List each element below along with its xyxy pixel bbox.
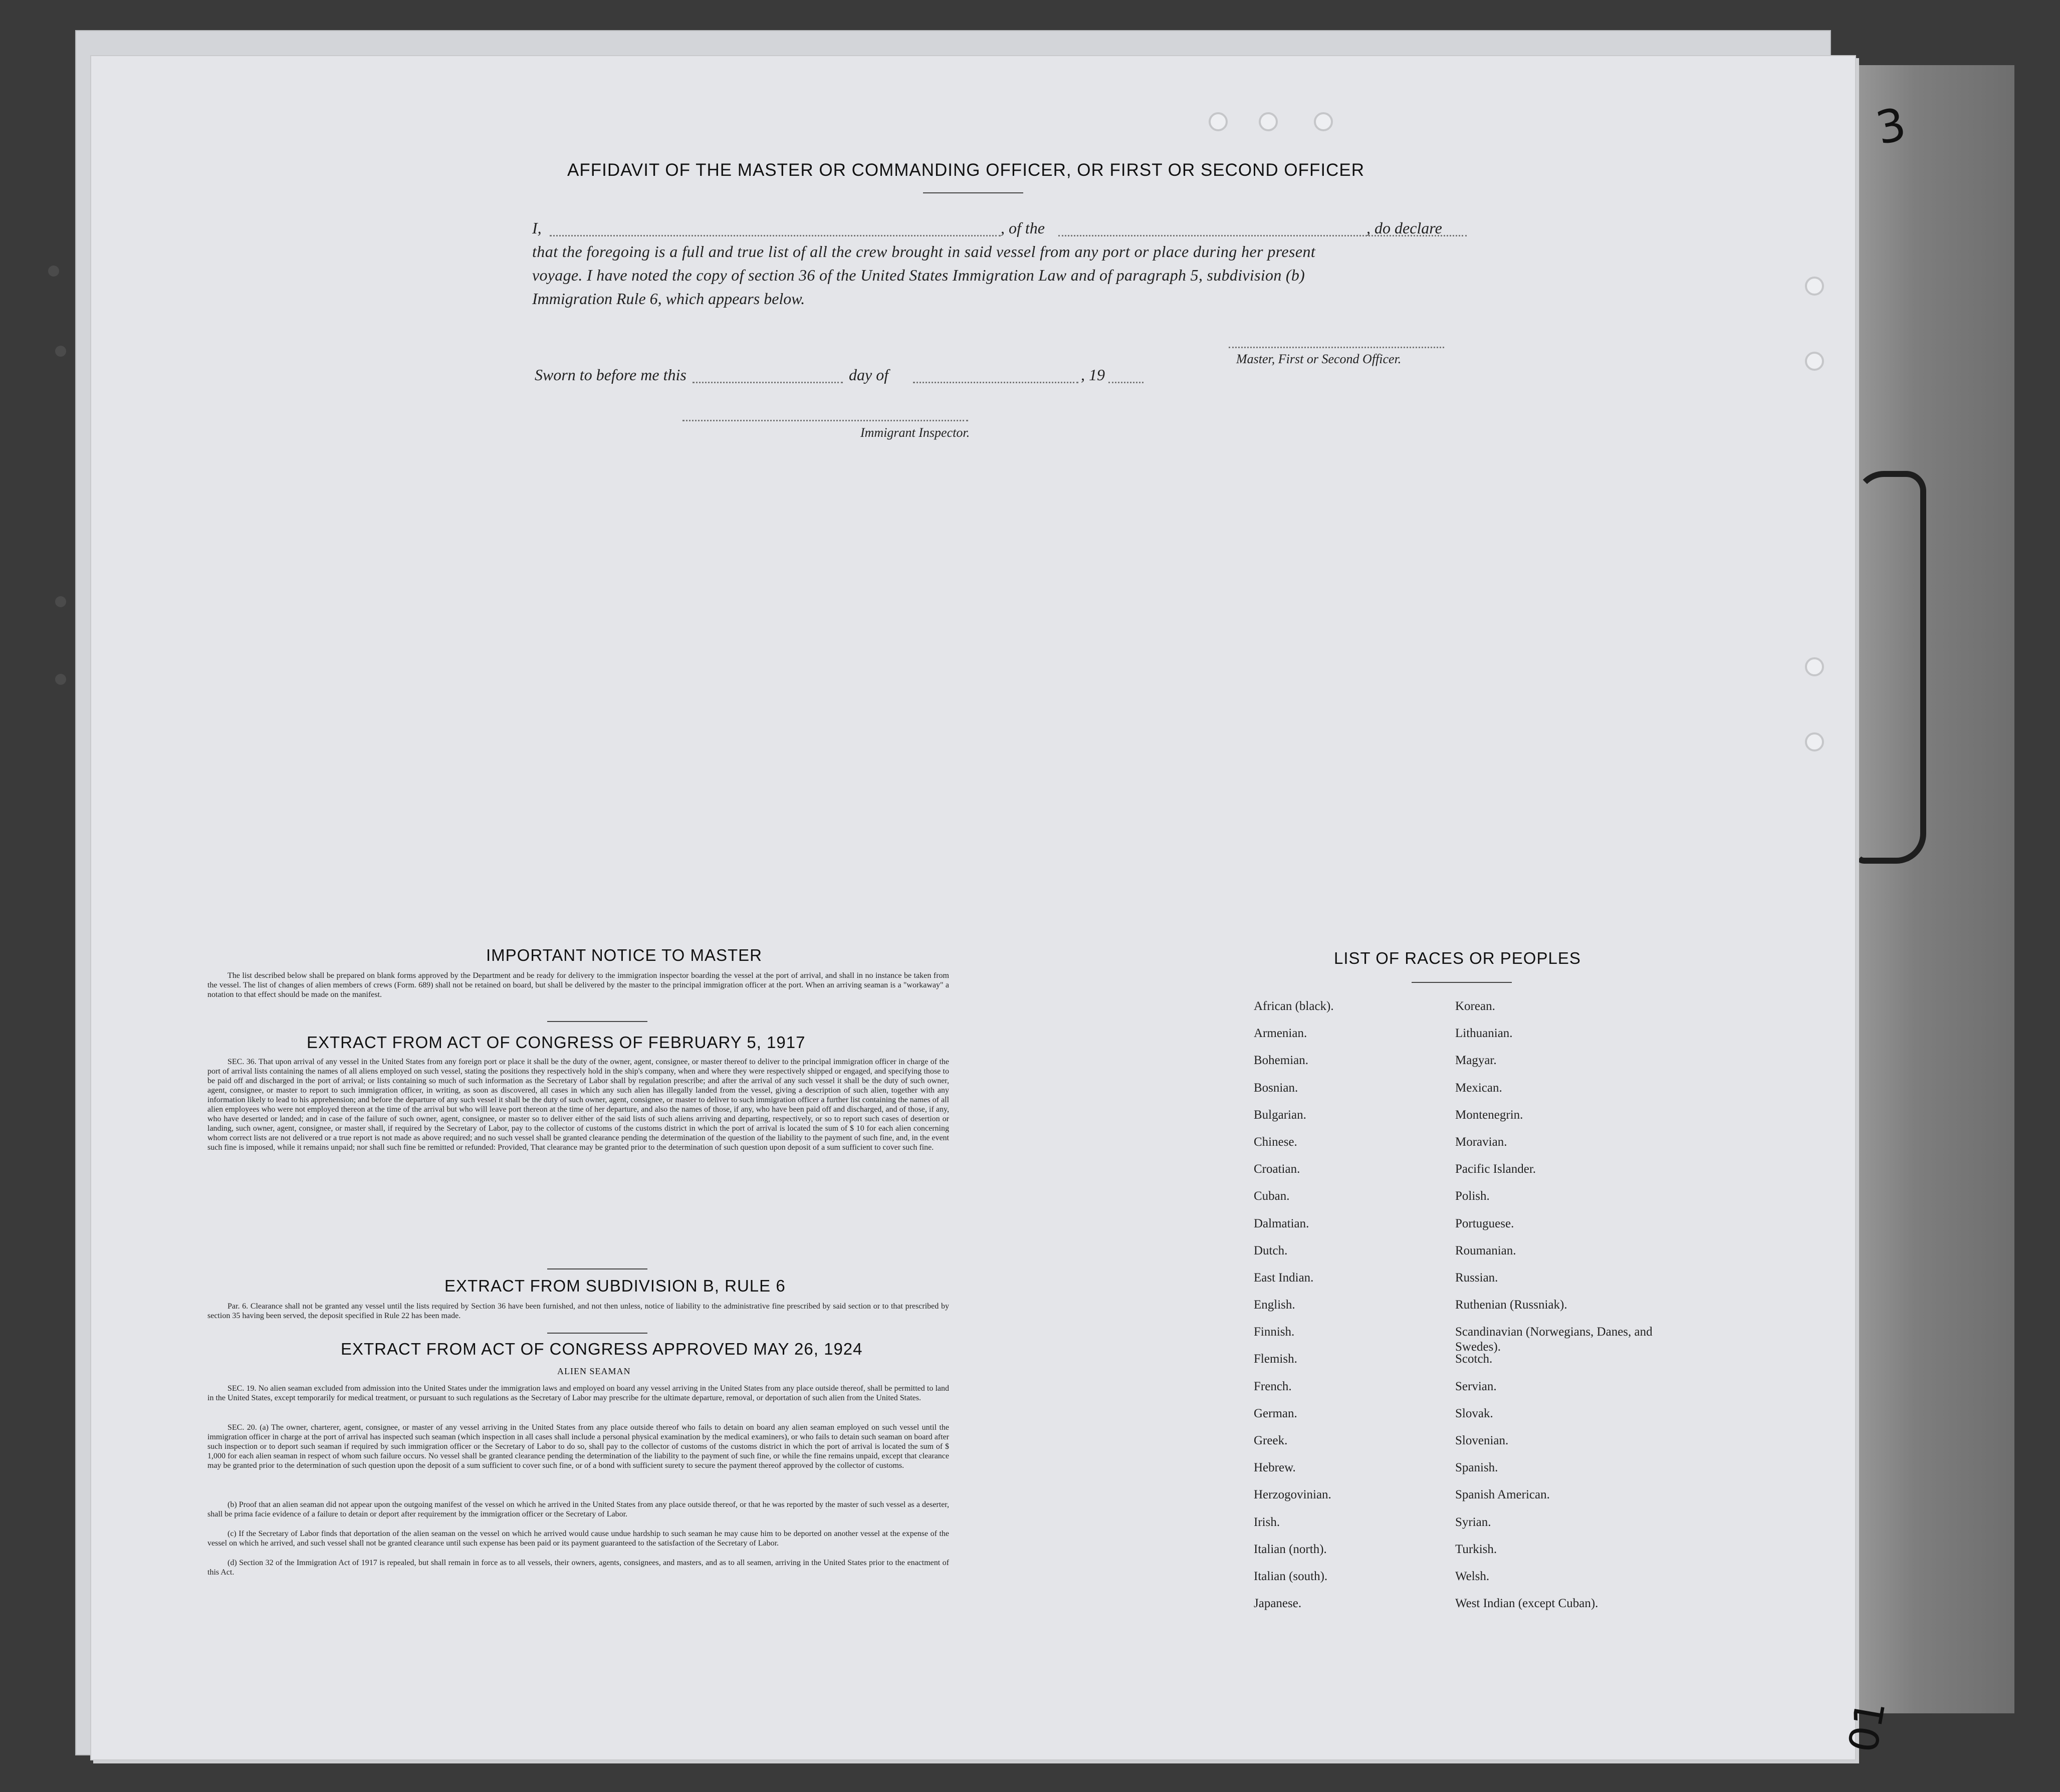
races-rule [1412, 982, 1512, 983]
race-item: Scotch. [1455, 1352, 1493, 1366]
title-rule [923, 192, 1023, 193]
race-item: West Indian (except Cuban). [1455, 1597, 1598, 1611]
race-item: Italian (north). [1254, 1542, 1327, 1556]
handwritten-page-number: 01 [1840, 1697, 1895, 1756]
affidavit-line-i: I, [532, 219, 542, 237]
punch-hole [1314, 112, 1333, 131]
race-item: Hebrew. [1254, 1461, 1296, 1475]
extract-1924-sec20b: (b) Proof that an alien seaman did not appear upon the outgoing manifest of the vessel on which he arrived in the United States from any place outside thereof, or that he was reported by the master of such vessel as a deserter, shall be prima facie evidence of a failure to detain or deport after requirement by the immigration officer or the Secretary of Labor. [207, 1500, 949, 1518]
extract-rule6-rule [547, 1333, 647, 1334]
extract-1924-sec20a: SEC. 20. (a) The owner, charterer, agent, consignee, or master of any vessel arriving in the United States from any place outside thereof who fails to detain on board any alien seaman employed on such vessel until the immigration officer in charge at the port of arrival has inspected such seaman (which inspection in all cases shall include a personal physical examination by the medical examiners), or who fails to detain such seaman on board after such inspection or to deport such seaman if required by such immigration officer or the Secretary of Labor to do so, shall pay to the collector of customs of the customs district in which the port of arrival is located the sum of $ 1,000 for each alien seaman in respect of whom such failure occurs. No vessel shall be granted clearance pending the determination of the liability to the payment of such fine, or while the fine remains unpaid, except that clearance may be granted prior to the determination of such question upon the deposit of a sum sufficient to cover such fine, or of a bond with sufficient surety to secure the payment thereof approved by the collector of customs. [207, 1423, 949, 1470]
race-item: Scandinavian (Norwegians, Danes, and Swedes). [1455, 1325, 1653, 1354]
extract-1924-sec19: SEC. 19. No alien seaman excluded from admission into the United States under the immigration laws and employed on board any vessel arriving in the United States from any place outside thereof, shall be permitted to land in the United States, except temporarily for medical treatment, or pursuant to such regulations as the Secretary of Labor may prescribe for the ultimate departure, removal, or deportation of such alien from the United States. [207, 1384, 949, 1402]
race-item: Italian (south). [1254, 1569, 1328, 1583]
affidavit-of-the: , of the [1001, 219, 1045, 237]
race-item: Magyar. [1455, 1054, 1497, 1068]
race-item: Russian. [1455, 1270, 1498, 1285]
race-item: Bohemian. [1254, 1054, 1309, 1068]
scanner-background-strip [1849, 65, 2014, 1713]
race-item: Armenian. [1254, 1027, 1307, 1041]
race-item: Cuban. [1254, 1189, 1290, 1203]
extract-1924-sec20d: (d) Section 32 of the Immigration Act of 1917 is repealed, but shall remain in force as to all vessels, their owners, agents, consignees, and masters, and as to all seamen, arriving in the United States prior to the enactment of this Act. [207, 1559, 949, 1577]
race-item: Mexican. [1455, 1081, 1502, 1095]
race-item: Irish. [1254, 1515, 1280, 1529]
race-item: Turkish. [1455, 1542, 1497, 1556]
punch-hole [1805, 277, 1824, 296]
punch-hole [1209, 112, 1228, 131]
race-item: French. [1254, 1379, 1292, 1393]
races-title: LIST OF RACES OR PEOPLES [1334, 949, 1581, 967]
alien-seaman-subtitle: ALIEN SEAMAN [557, 1366, 631, 1376]
races-column-1 [1254, 999, 1434, 1623]
master-name-blank [550, 235, 1001, 236]
handwritten-number: 3 [1871, 98, 1911, 155]
race-item: East Indian. [1254, 1270, 1314, 1285]
race-item: Japanese. [1254, 1597, 1302, 1611]
punch-hole [1805, 732, 1824, 751]
inspector-caption: Immigrant Inspector. [860, 425, 970, 440]
binder-hole [55, 346, 66, 357]
race-item: Montenegrin. [1455, 1108, 1523, 1122]
sworn-month-blank [913, 382, 1078, 383]
race-item: Lithuanian. [1455, 1027, 1513, 1041]
race-item: Bosnian. [1254, 1081, 1298, 1095]
race-item: Dutch. [1254, 1243, 1288, 1257]
race-item: English. [1254, 1298, 1295, 1312]
sworn-day-blank [693, 382, 843, 383]
affidavit-line-2: that the foregoing is a full and true list of all the crew brought in said vessel from any port or place during her present [532, 242, 1316, 261]
race-item: Korean. [1455, 999, 1495, 1013]
affidavit-line-3: voyage. I have noted the copy of section 36 of the United States Immigration Law and of paragraph 5, subdivision (b) [532, 266, 1305, 284]
sworn-text: Sworn to before me this [535, 366, 686, 384]
race-item: Croatian. [1254, 1162, 1300, 1176]
race-item: German. [1254, 1406, 1297, 1420]
affidavit-page [90, 55, 1856, 1760]
race-item: Pacific Islander. [1455, 1162, 1536, 1176]
extract-1917-body: SEC. 36. That upon arrival of any vessel in the United States from any foreign port or place it shall be the duty of the owner, agent, consignee, or master thereof to deliver to the principal immigration officer in charge of the port of arrival lists containing the names of all aliens employed on such vessel, stating the positions they respectively hold in the ship's company, when and where they were respectively shipped or engaged, and specifying those to be paid off and discharged in the port of arrival; or lists containing so much of such information as the Secretary of Labor shall by regulation prescribe; and after the arrival of any such vessel it shall be the duty of such owner, agent, consignee, or master to report to such immigration officer, in writing, as soon as discovered, all cases in which any such alien has illegally landed from the vessel, giving a description of such alien, together with any information likely to lead to his apprehension; and before the departure of any such vessel it shall be the duty of such owner, agent, consignee, or master to deliver to such immigration officer a further list containing the names of all alien employees who were not employed thereon at the time of the arrival but who will leave port thereon at the time of her departure, and also the names of those, if any, who have been paid off and discharged, and of those, if any, who have deserted or landed; and in case of the failure of such owner, agent, consignee, or master so to deliver either of the said lists of such aliens arriving and departing, respectively, or so to report such cases of desertion or landing, such owner, agent, consignee, or master shall, if required by the Secretary of Labor, pay to the collector of customs of the customs district in which the port of arrival is located the sum of $ 10 for each alien concerning whom correct lists are not delivered or a true report is not made as above required; and no such vessel shall be granted clearance pending the determination of the question of the liability to the payment of such fine, and, in the event such fine is imposed, while it remains unpaid; nor shall such fine be remitted or refunded: Provided, That clearance may be granted prior to the determination of such question upon deposit of a sum sufficient to cover such fine. [207, 1058, 949, 1152]
race-item: Polish. [1455, 1189, 1490, 1203]
notice-title: IMPORTANT NOTICE TO MASTER [486, 946, 763, 964]
notice-body: The list described below shall be prepared on blank forms approved by the Department and be ready for delivery to the immigration inspector boarding the vessel at the port of arrival, and shall in no instance be taken from the vessel. The list of changes of alien members of crews (Form. 689) shall not be retained on board, but shall be delivered by the master to the principal immigration officer at the port. When an arriving seaman is a "workaway" a notation to that effect should be made on the manifest. [207, 971, 949, 999]
race-item: Spanish American. [1455, 1488, 1550, 1502]
extract-rule6-title: EXTRACT FROM SUBDIVISION B, RULE 6 [444, 1276, 786, 1295]
day-of-text: day of [849, 366, 889, 384]
race-item: Bulgarian. [1254, 1108, 1306, 1122]
extract-1924-sec20c: (c) If the Secretary of Labor finds that deportation of the alien seaman on the vessel on which he arrived would cause undue hardship to such seaman he may cause him to be deported on another vessel at the expense of the vessel on which he arrived, and such vessel shall not be granted clearance until such expense has been paid or its payment guaranteed to the satisfaction of the Secretary of Labor. [207, 1529, 949, 1548]
race-item: Flemish. [1254, 1352, 1297, 1366]
race-item: African (black). [1254, 999, 1334, 1013]
race-item: Syrian. [1455, 1515, 1491, 1529]
notice-rule [547, 1021, 647, 1022]
binding-cord [1854, 471, 1926, 864]
master-signature-blank [1229, 347, 1444, 348]
inspector-signature-blank [682, 420, 968, 421]
race-item: Servian. [1455, 1379, 1497, 1393]
extract-1924-title: EXTRACT FROM ACT OF CONGRESS APPROVED MAY 26, 1924 [341, 1340, 863, 1358]
race-item: Portuguese. [1455, 1216, 1514, 1230]
race-item: Ruthenian (Russniak). [1455, 1298, 1567, 1312]
race-item: Chinese. [1254, 1135, 1297, 1149]
master-caption: Master, First or Second Officer. [1236, 352, 1402, 366]
races-column-2 [1455, 999, 1686, 1623]
affidavit-line-4: Immigration Rule 6, which appears below. [532, 290, 805, 308]
race-item: Slovak. [1455, 1406, 1493, 1420]
race-item: Slovenian. [1455, 1434, 1509, 1447]
binder-hole [55, 674, 66, 685]
affidavit-do-declare: , do declare [1366, 219, 1442, 237]
punch-hole [1805, 352, 1824, 371]
sworn-year-blank [1108, 382, 1143, 383]
binder-hole [55, 596, 66, 607]
affidavit-title: AFFIDAVIT OF THE MASTER OR COMMANDING OFFICER, OR FIRST OR SECOND OFFICER [567, 160, 1365, 180]
race-item: Herzogovinian. [1254, 1488, 1331, 1502]
punch-hole [1259, 112, 1278, 131]
race-item: Moravian. [1455, 1135, 1507, 1149]
race-item: Finnish. [1254, 1325, 1295, 1339]
punch-hole [1805, 657, 1824, 676]
extract-rule6-body: Par. 6. Clearance shall not be granted any vessel until the lists required by Section 36 have been furnished, and not then unless, notice of liability to the administrative fine prescribed by said section or to that prescribed by section 35 having been served, the deposit specified in Rule 22 has been made. [207, 1302, 949, 1320]
race-item: Dalmatian. [1254, 1216, 1309, 1230]
race-item: Spanish. [1455, 1461, 1498, 1475]
race-item: Roumanian. [1455, 1243, 1516, 1257]
extract-1917-rule [547, 1268, 647, 1269]
year-text: , 19 [1081, 366, 1105, 384]
extract-1917-title: EXTRACT FROM ACT OF CONGRESS OF FEBRUARY 5, 1917 [307, 1033, 806, 1052]
binder-hole [48, 266, 59, 277]
race-item: Greek. [1254, 1434, 1288, 1447]
race-item: Welsh. [1455, 1569, 1490, 1583]
